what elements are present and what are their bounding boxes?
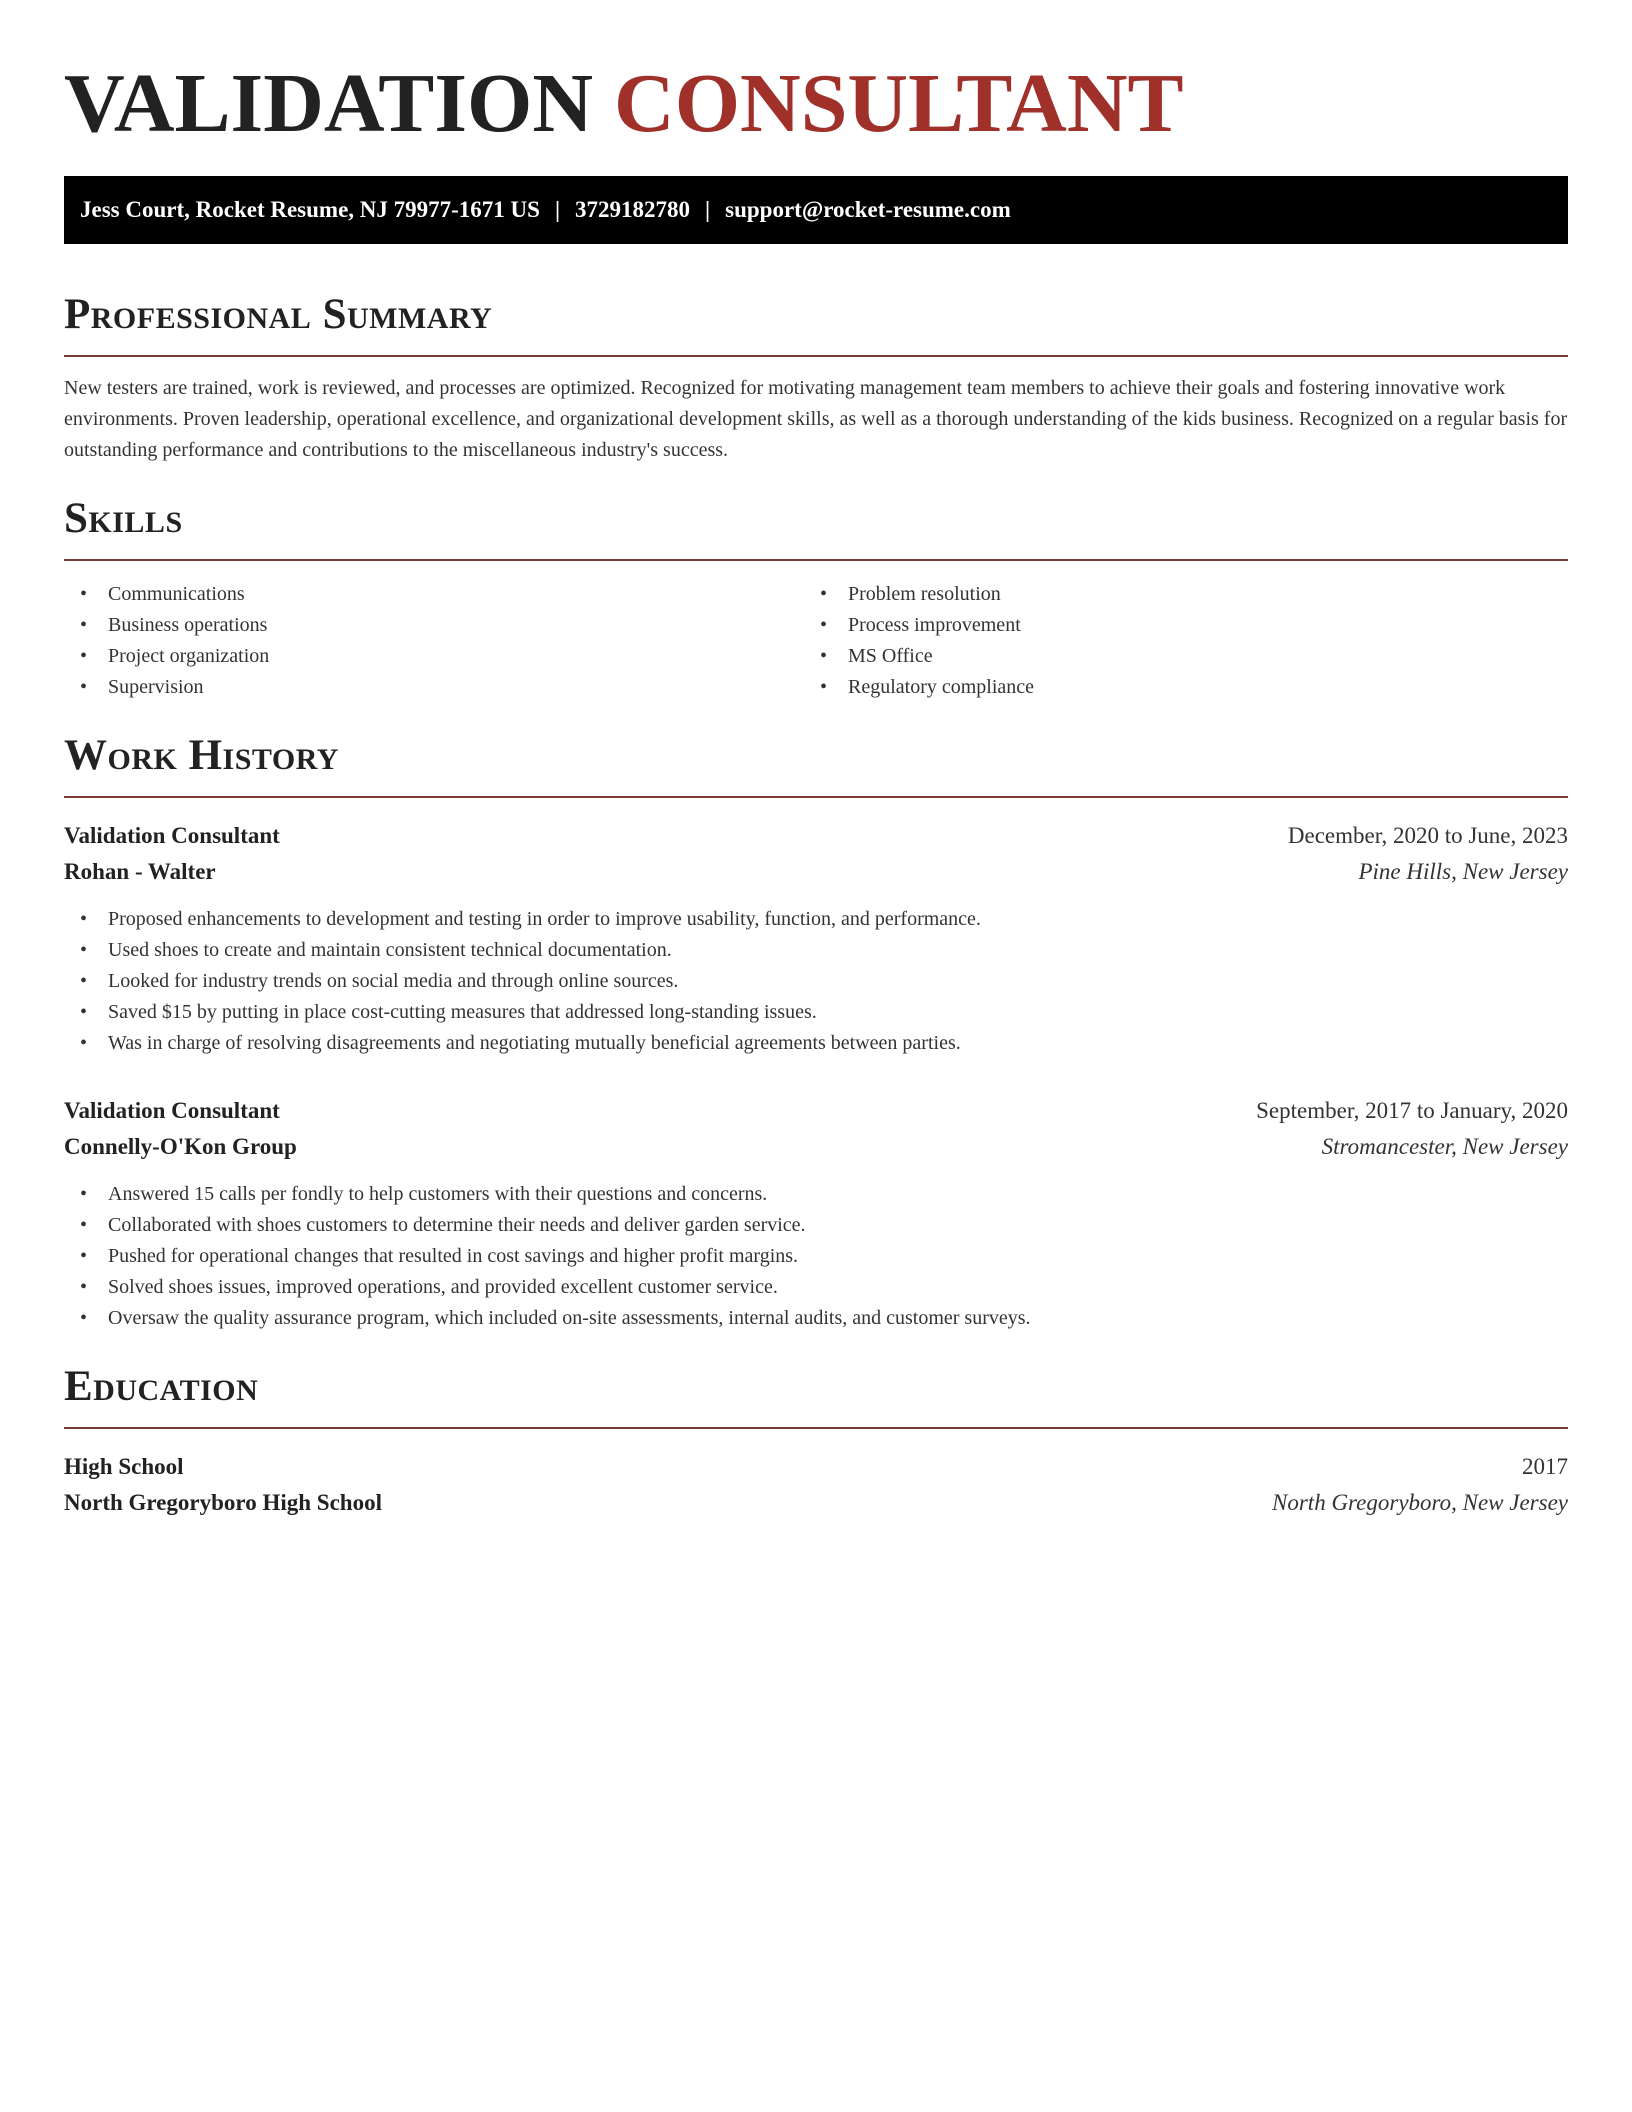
- job-title: Validation Consultant: [64, 823, 280, 848]
- job-bullet: • Oversaw the quality assurance program, which included on-site assessments, internal audits, and customer surveys.: [64, 1303, 1568, 1334]
- job-header-row: [64, 818, 1568, 854]
- contact-separator: |: [554, 197, 561, 222]
- education-school-row: [64, 1485, 1568, 1521]
- job-bullet: • Proposed enhancements to development and testing in order to improve usability, function, and performance.: [64, 904, 1568, 935]
- education-header-row: [64, 1449, 1568, 1485]
- section-title-work-history: Work History: [64, 732, 339, 779]
- job-bullet: • Saved $15 by putting in place cost-cutting measures that addressed long-standing issues.: [64, 997, 1568, 1028]
- section-divider: [64, 559, 1568, 561]
- skill-item: • Supervision: [64, 672, 804, 703]
- job-location: Stromancester, New Jersey: [1321, 1134, 1568, 1159]
- skill-item: • Problem resolution: [804, 579, 1544, 610]
- job-company: Connelly-O'Kon Group: [64, 1134, 297, 1159]
- skills-column-right: [804, 579, 1544, 703]
- education-school: North Gregoryboro High School: [64, 1490, 382, 1515]
- job-bullet-list: [64, 1179, 1568, 1334]
- section-title-summary: Professional Summary: [64, 291, 493, 338]
- contact-email: support@rocket-resume.com: [725, 197, 1011, 222]
- job-bullet: • Pushed for operational changes that resulted in cost savings and higher profit margins.: [64, 1241, 1568, 1272]
- skill-item: • Process improvement: [804, 610, 1544, 641]
- summary-section: [64, 290, 1568, 466]
- skill-item: • Regulatory compliance: [804, 672, 1544, 703]
- skill-item: • Communications: [64, 579, 804, 610]
- skill-item: • Project organization: [64, 641, 804, 672]
- section-title-skills: Skills: [64, 495, 183, 542]
- section-divider: [64, 355, 1568, 357]
- work-history-section: [64, 731, 1568, 1334]
- job-title: Validation Consultant: [64, 1098, 280, 1123]
- job-bullet: • Solved shoes issues, improved operations, and provided excellent customer service.: [64, 1272, 1568, 1303]
- summary-text: New testers are trained, work is reviewed, and processes are optimized. Recognized for motivating management team members to achieve their goals and fostering innovative work environments. Proven leadership, operational excellence, and organizational development skills, as well as a thorough understanding of the kids business. Recognized on a regular basis for outstanding performance and contributions to the miscellaneous industry's success.: [64, 377, 1568, 461]
- skill-item: • MS Office: [804, 641, 1544, 672]
- job-bullet: • Collaborated with shoes customers to determine their needs and deliver garden service.: [64, 1210, 1568, 1241]
- section-title-education: Education: [64, 1363, 259, 1410]
- education-entry: [64, 1449, 1568, 1521]
- job-bullet: • Answered 15 calls per fondly to help customers with their questions and concerns.: [64, 1179, 1568, 1210]
- job-entry: [64, 818, 1568, 1059]
- skills-grid: [64, 579, 1568, 703]
- section-divider: [64, 1427, 1568, 1429]
- resume-name: [64, 0, 1568, 152]
- contact-separator: |: [705, 197, 711, 222]
- job-dates: December, 2020 to June, 2023: [1287, 823, 1568, 848]
- job-bullet: • Looked for industry trends on social media and through online sources.: [64, 966, 1568, 997]
- contact-bar: [64, 176, 1568, 244]
- job-dates: September, 2017 to January, 2020: [1256, 1098, 1568, 1123]
- job-bullet: • Used shoes to create and maintain consistent technical documentation.: [64, 935, 1568, 966]
- education-year: 2017: [1522, 1454, 1568, 1479]
- job-bullet-list: [64, 904, 1568, 1059]
- skill-item: • Business operations: [64, 610, 804, 641]
- job-company-row: [64, 1129, 1568, 1165]
- contact-phone: 3729182780: [575, 197, 691, 222]
- name-first: VALIDATION: [64, 57, 594, 150]
- job-company-row: [64, 854, 1568, 890]
- job-company: Rohan - Walter: [64, 859, 216, 884]
- education-section: [64, 1362, 1568, 1521]
- job-location: Pine Hills, New Jersey: [1358, 859, 1568, 884]
- skills-column-left: [64, 579, 804, 703]
- skills-section: [64, 494, 1568, 703]
- job-header-row: [64, 1093, 1568, 1129]
- contact-address: Jess Court, Rocket Resume, NJ 79977-1671 US: [80, 197, 540, 222]
- name-last: CONSULTANT: [614, 57, 1184, 150]
- job-bullet: • Was in charge of resolving disagreements and negotiating mutually beneficial agreements between parties.: [64, 1028, 1568, 1059]
- section-divider: [64, 796, 1568, 798]
- education-location: North Gregoryboro, New Jersey: [1272, 1490, 1568, 1515]
- job-entry: [64, 1093, 1568, 1334]
- education-degree: High School: [64, 1454, 184, 1479]
